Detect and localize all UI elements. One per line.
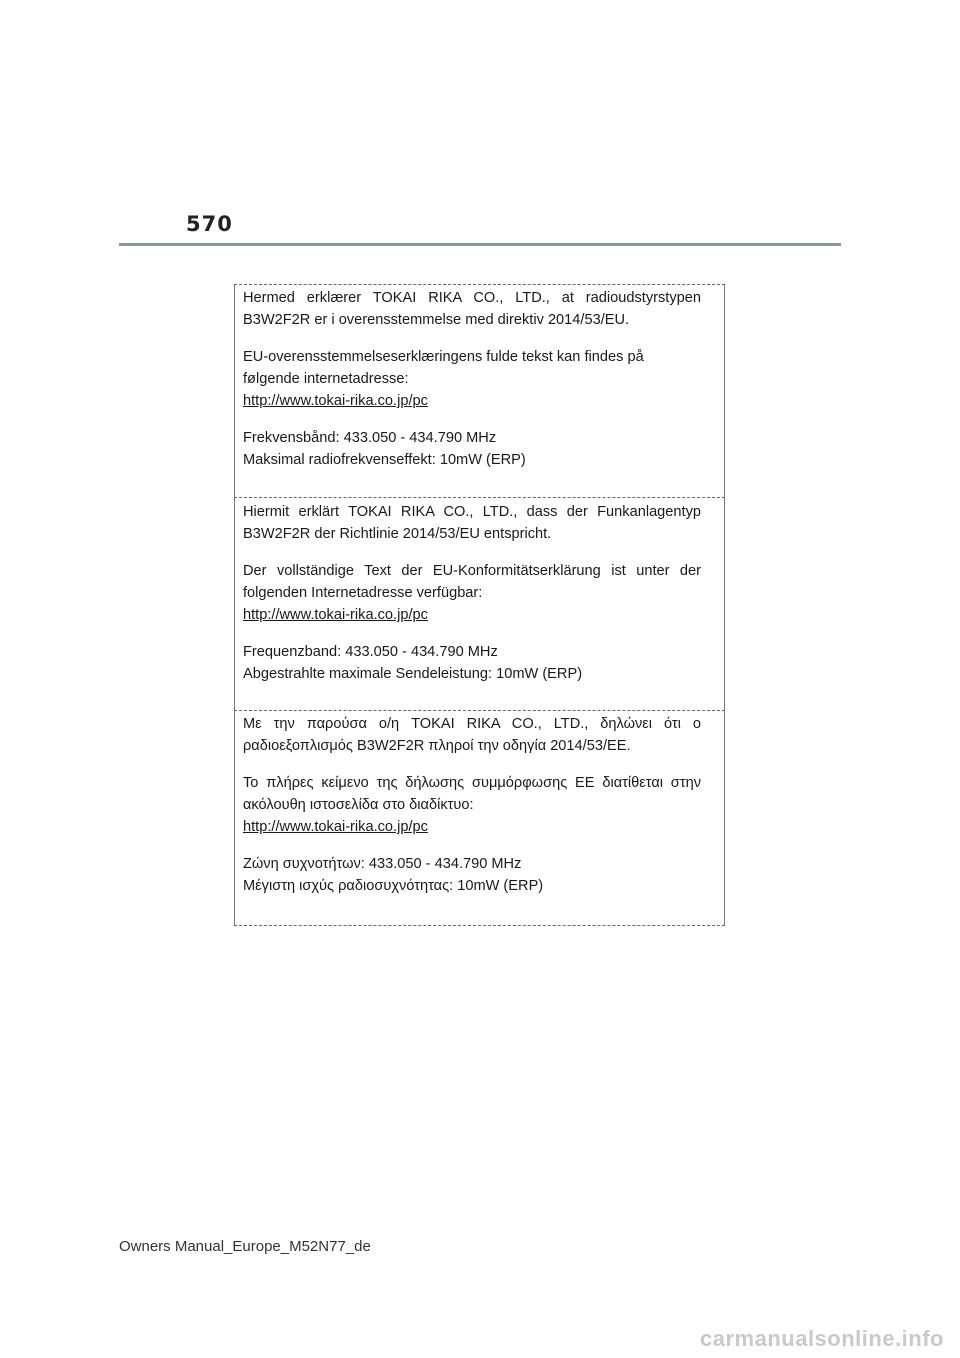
- declaration-section-german: [243, 501, 701, 685]
- declaration-line: ραδιοεξοπλισμός B3W2F2R πληροί την οδηγία 2014/53/ΕΕ.: [243, 738, 631, 754]
- max-power: Abgestrahlte maximale Sendeleistung: 10mW (ERP): [243, 666, 583, 682]
- box-top-border: [234, 284, 725, 285]
- declaration-line: Hiermit erklärt TOKAI RIKA CO., LTD., dass der Funkanlagentyp: [243, 504, 701, 520]
- frequency-band: Frekvensbånd: 433.050 - 434.790 MHz: [243, 430, 497, 446]
- declaration-url-link[interactable]: http://www.tokai-rika.co.jp/pc: [243, 393, 428, 409]
- declaration-line: følgende internetadresse:: [243, 371, 409, 387]
- declaration-line: folgenden Internetadresse verfügbar:: [243, 585, 483, 601]
- declaration-url-link[interactable]: http://www.tokai-rika.co.jp/pc: [243, 607, 428, 623]
- max-power: Maksimal radiofrekvenseffekt: 10mW (ERP): [243, 452, 526, 468]
- declaration-line: Το πλήρες κείμενο της δήλωσης συμμόρφωσης ΕΕ διατίθεται στην: [243, 775, 701, 791]
- watermark: carmanualsonline.info: [700, 1326, 944, 1351]
- declaration-line: Hermed erklærer TOKAI RIKA CO., LTD., at radioudstyrstypen: [243, 290, 701, 306]
- frequency-band: Frequenzband: 433.050 - 434.790 MHz: [243, 644, 498, 660]
- section-divider: [234, 710, 725, 711]
- section-divider: [234, 497, 725, 498]
- manual-footer: Owners Manual_Europe_M52N77_de: [119, 1238, 371, 1255]
- header-rule: [119, 243, 841, 246]
- declaration-url-link[interactable]: http://www.tokai-rika.co.jp/pc: [243, 819, 428, 835]
- page-number: 570: [186, 212, 233, 236]
- box-bottom-border: [234, 925, 725, 926]
- declaration-section-danish: [243, 287, 701, 471]
- frequency-band: Ζώνη συχνοτήτων: 433.050 - 434.790 MHz: [243, 856, 522, 872]
- declaration-section-greek: [243, 713, 701, 897]
- declaration-line: Με την παρούσα ο/η TOKAI RIKA CO., LTD., δηλώνει ότι ο: [243, 716, 701, 732]
- declaration-line: B3W2F2R er i overensstemmelse med direktiv 2014/53/EU.: [243, 312, 630, 328]
- declaration-line: Der vollständige Text der EU-Konformitätserklärung ist unter der: [243, 563, 701, 579]
- declaration-line: B3W2F2R der Richtlinie 2014/53/EU entspricht.: [243, 526, 552, 542]
- declaration-line: ακόλουθη ιστοσελίδα στο διαδίκτυο:: [243, 797, 474, 813]
- max-power: Μέγιστη ισχύς ραδιοσυχνότητας: 10mW (ERP): [243, 878, 544, 894]
- declaration-line: EU-overensstemmelseserklæringens fulde tekst kan findes på: [243, 349, 644, 365]
